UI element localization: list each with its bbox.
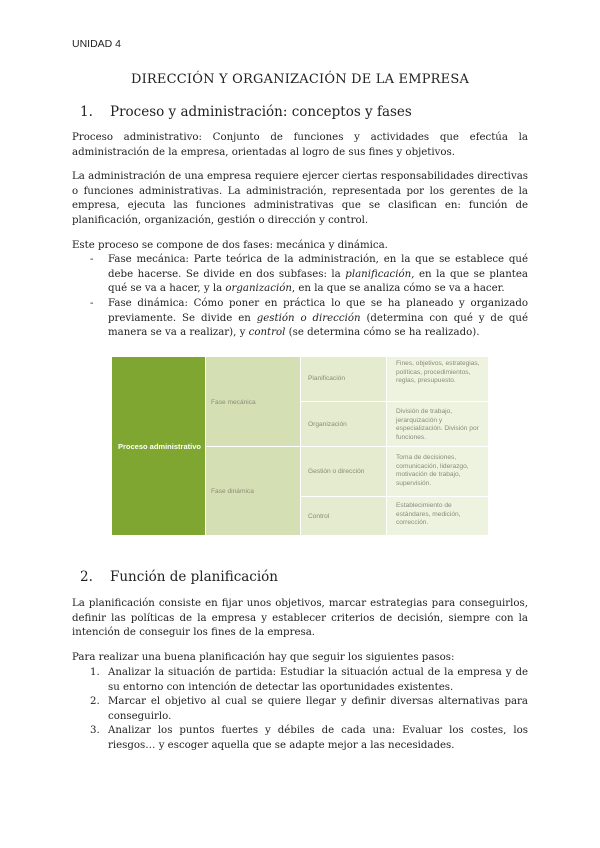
divider	[300, 496, 488, 497]
bullet-text: Fase mecánica: Parte teórica de la administración, en la que se establece qué debe hacerse. Se divide en dos subfases: la planificación, en la que se plantea qué se va a hacer, y la organización, en la que se analiza cómo se va a hacer.	[108, 254, 528, 294]
diagram-function-planning	[300, 357, 386, 401]
phase-label: Fase dinámica	[211, 488, 254, 495]
bullet-mechanical-phase	[90, 253, 528, 297]
phase-label: Fase mecánica	[211, 399, 256, 406]
diagram-function-organization	[300, 401, 386, 446]
step-text: Analizar la situación de partida: Estudiar la situación actual de la empresa y de su entorno con intención de detectar las oportunidades existentes.	[108, 667, 528, 693]
function-label: Planificación	[308, 375, 346, 382]
function-label: Gestión o dirección	[308, 468, 365, 475]
step-text: Analizar los puntos fuertes y débiles de cada una: Evaluar los costes, los riesgos… y escoger aquella que se adapte mejor a las necesidades.	[108, 725, 528, 751]
diagram-phase-dynamic	[205, 446, 300, 535]
section1-admin-paragraph	[72, 170, 528, 228]
paragraph: La planificación consiste en fijar unos objetivos, marcar estrategias para conseguirlos, definir las políticas de la empresa y establecer criterios de decisión, siempre con la intención de conseguir los fines de la empresa.	[72, 598, 528, 638]
step-number: 3.	[90, 725, 100, 736]
bullet-mark: -	[90, 254, 94, 265]
section1-number: 1.	[80, 104, 93, 120]
detail-text: División de trabajo, jerarquización y especialización. División por funciones.	[396, 408, 479, 441]
function-label: Control	[308, 513, 330, 520]
diagram-function-management	[300, 446, 386, 496]
bullet-mark: -	[90, 298, 94, 309]
step-number: 1.	[90, 667, 100, 678]
diagram-detail-organization	[386, 401, 488, 446]
paragraph: Proceso administrativo: Conjunto de funciones y actividades que efectúa la administración de la empresa, orientadas al logro de sus fines y objetivos.	[72, 132, 528, 158]
divider	[205, 446, 488, 447]
document-title: DIRECCIÓN Y ORGANIZACIÓN DE LA EMPRESA	[130, 72, 470, 87]
detail-text: Establecimiento de estándares, medición, corrección.	[396, 502, 461, 527]
section1-heading	[80, 104, 540, 122]
bullet-dynamic-phase	[90, 297, 528, 341]
diagram-detail-planning	[386, 357, 488, 401]
section2-steps-intro	[72, 651, 528, 666]
paragraph: Este proceso se compone de dos fases: mecánica y dinámica.	[72, 240, 388, 251]
paragraph: La administración de una empresa requiere ejercer ciertas responsabilidades directivas o funciones administrativas. La administración, representada por los gerentes de la empresa, ejecuta las funciones administrativas que se clasifican en: función de planificación, organización, gestión o dirección y control.	[72, 171, 528, 226]
diagram-root-label: Proceso administrativo	[118, 442, 201, 451]
step-number: 2.	[90, 696, 100, 707]
diagram-function-control	[300, 496, 386, 535]
detail-text: Fines, objetivos, estrategias, políticas, procedimientos, reglas, presupuesto.	[396, 360, 480, 385]
section2-title: Función de planificación	[110, 569, 279, 585]
section2-number: 2.	[80, 569, 93, 585]
paragraph: Para realizar una buena planificación hay que seguir los siguientes pasos:	[72, 652, 455, 663]
function-label: Organización	[308, 421, 347, 428]
step-text: Marcar el objetivo al cual se quiere llegar y definir diversas alternativas para conseguirlo.	[108, 696, 528, 722]
diagram-detail-control	[386, 496, 488, 535]
detail-text: Toma de decisiones, comunicación, liderazgo, motivación de trabajo, supervisión.	[396, 454, 469, 487]
section2-definition	[72, 597, 528, 641]
section1-definition	[72, 131, 528, 160]
section1-phases-intro	[72, 239, 528, 254]
step-3	[90, 724, 528, 753]
diagram-detail-management	[386, 446, 488, 496]
unit-header: UNIDAD 4	[72, 38, 122, 50]
step-1	[90, 666, 528, 695]
section1-title: Proceso y administración: conceptos y fases	[110, 104, 412, 120]
diagram-phase-mechanical	[205, 357, 300, 446]
diagram-root-cell	[112, 357, 205, 535]
section2-heading	[80, 569, 540, 587]
step-2	[90, 695, 528, 724]
divider	[300, 401, 488, 402]
administrative-process-diagram	[112, 357, 488, 535]
bullet-text: Fase dinámica: Cómo poner en práctica lo que se ha planeado y organizado previamente. Se divide en gestión o dirección (determina con qué y de qué manera se va a realizar), y control (se determina cómo se ha realizado).	[108, 298, 528, 338]
